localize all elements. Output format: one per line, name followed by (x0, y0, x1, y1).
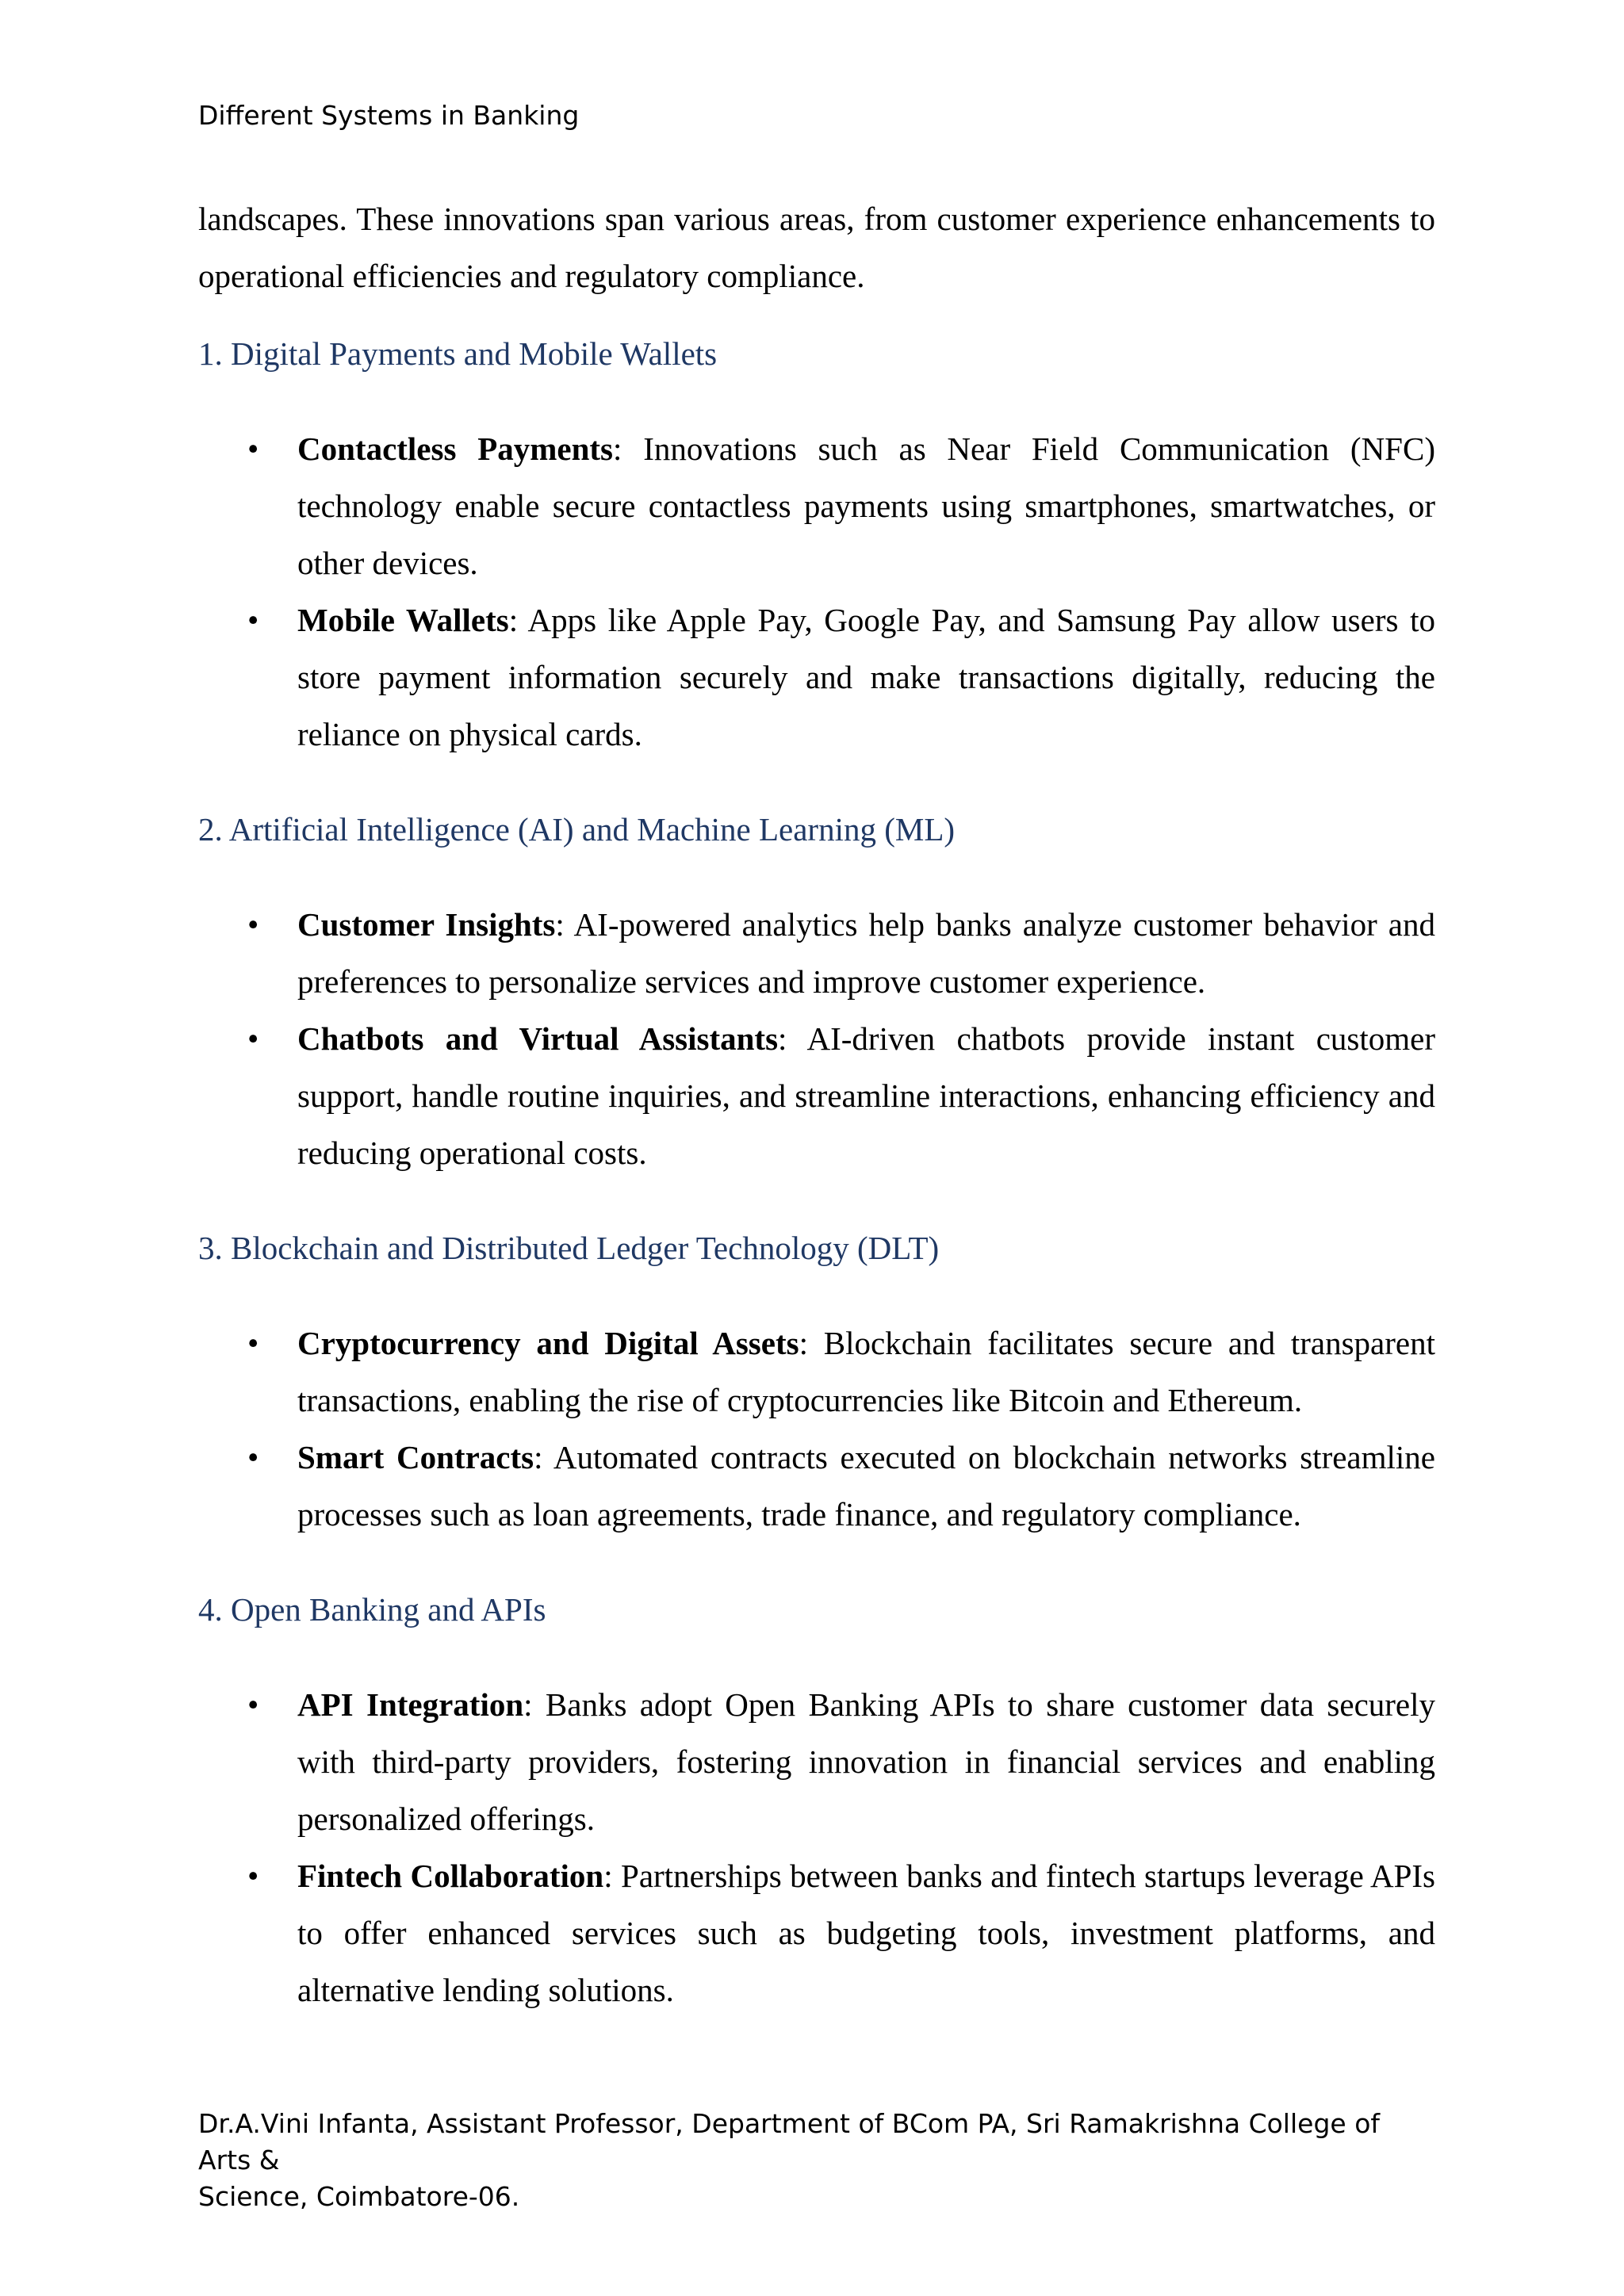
list-item (198, 1010, 1435, 1181)
item-text: : Automated contracts executed on blockchain networks streamline processes such as loan agreements, trade finance, and regulatory compliance. (297, 1439, 1435, 1533)
item-text: : Innovations such as Near Field Communication (NFC) technology enable secure contactless payments using smartphones, smartwatches, or other devices. (297, 430, 1435, 581)
item-text: : Apps like Apple Pay, Google Pay, and Samsung Pay allow users to store payment information securely and make transactions digitally, reducing the reliance on physical cards. (297, 602, 1435, 752)
list-item (198, 1847, 1435, 2019)
item-term: Contactless Payments (297, 430, 614, 467)
bullet-list (198, 1676, 1435, 2019)
section-digital-payments (198, 325, 1435, 763)
item-term: Fintech Collaboration (297, 1858, 604, 1894)
item-term: Mobile Wallets (297, 602, 509, 638)
bullet-icon: • (247, 602, 259, 638)
list-item (198, 591, 1435, 763)
footer-line: Science, Coimbatore-06. (198, 2181, 520, 2212)
section-heading: 1. Digital Payments and Mobile Wallets (198, 335, 718, 372)
item-term: Cryptocurrency and Digital Assets (297, 1325, 799, 1361)
footer-line: Dr.A.Vini Infanta, Assistant Professor, Department of BCom PA, Sri Ramakrishna College of Arts & (198, 2108, 1380, 2175)
item-term: API Integration (297, 1686, 524, 1723)
item-text: : Banks adopt Open Banking APIs to share customer data securely with third-party providers, fostering innovation in financial services and enabling personalized offerings. (297, 1686, 1436, 1837)
item-term: Chatbots and Virtual Assistants (297, 1020, 779, 1057)
bullet-list (198, 896, 1435, 1181)
item-text: : Partnerships between banks and fintech startups leverage APIs to offer enhanced services such as budgeting tools, investment platforms, and alternative lending solutions. (297, 1858, 1435, 2008)
item-term: Customer Insights (297, 906, 556, 943)
item-text: : Blockchain facilitates secure and transparent transactions, enabling the rise of cryptocurrencies like Bitcoin and Ethereum. (297, 1325, 1435, 1418)
bullet-icon: • (247, 1020, 259, 1057)
document-body (198, 190, 1435, 2019)
list-item (198, 896, 1435, 1010)
list-item (198, 1314, 1435, 1429)
item-text: : AI-driven chatbots provide instant customer support, handle routine inquiries, and streamline interactions, enhancing efficiency and reducing operational costs. (297, 1020, 1436, 1171)
bullet-icon: • (247, 1686, 259, 1723)
page-footer (198, 2106, 1435, 2215)
bullet-icon: • (247, 1439, 259, 1475)
bullet-list (198, 420, 1435, 763)
section-blockchain (198, 1219, 1435, 1543)
section-heading: 4. Open Banking and APIs (198, 1591, 546, 1628)
list-item (198, 1429, 1435, 1543)
page-header: Different Systems in Banking (198, 100, 580, 131)
section-heading: 3. Blockchain and Distributed Ledger Technology (DLT) (198, 1230, 940, 1266)
section-ai-ml (198, 801, 1435, 1181)
list-item (198, 1676, 1435, 1847)
bullet-icon: • (247, 906, 259, 943)
section-heading: 2. Artificial Intelligence (AI) and Machine Learning (ML) (198, 811, 956, 848)
bullet-icon: • (247, 1858, 259, 1894)
list-item (198, 420, 1435, 591)
section-open-banking (198, 1581, 1435, 2019)
bullet-icon: • (247, 1325, 259, 1361)
intro-paragraph: landscapes. These innovations span various areas, from customer experience enhancements to operational efficiencies and regulatory compliance. (198, 201, 1435, 294)
bullet-list (198, 1314, 1435, 1543)
bullet-icon: • (247, 430, 259, 467)
item-term: Smart Contracts (297, 1439, 534, 1475)
item-text: : AI-powered analytics help banks analyze customer behavior and preferences to personalize services and improve customer experience. (297, 906, 1435, 1000)
